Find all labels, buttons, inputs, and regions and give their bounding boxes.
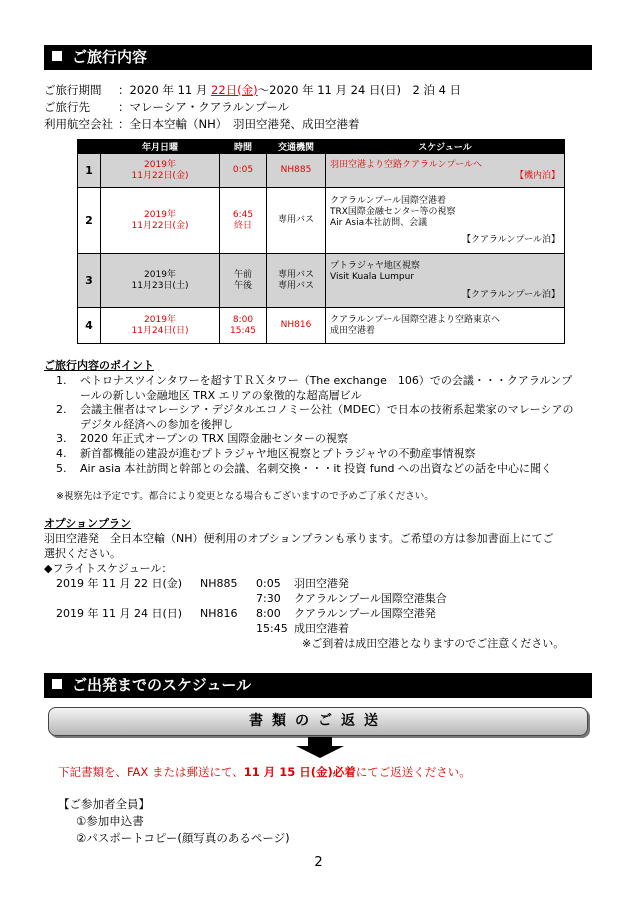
section-title: ご出発までのスケジュール	[72, 676, 252, 694]
points-title: ご旅行内容のポイント	[44, 359, 154, 372]
table-row: 2 2019年 11月22日(金) 6:45 終日 専用バス クアラルンプール国際空港着 TRX国際金融センター等の視察 Air Asia本社訪問、会議 【クアラルンプール泊】	[78, 188, 565, 254]
option-title: オプションプラン	[44, 517, 132, 530]
list-item: 3. 2020 年正式オープンの TRX 国際金融センターの視察	[56, 432, 348, 446]
flight-schedule: 2019 年 11 月 22 日(金) NH885 0:05 羽田空港発 7:30 クアラルンプール国際空港集合 2019 年 11 月 24 日(日) NH816 8:00 クアラルンプール国際空港発 15:45 成田空港着 ※ご到着は成田空港となりますのでご注意ください。	[56, 577, 565, 650]
table-row: 3 2019年 11月23日(土) 午前 午後 専用バス 専用バス プトラジャヤ地区視察 Visit Kuala Lumpur 【クアラルンプール泊】	[78, 254, 565, 308]
section-title: ご旅行内容	[72, 48, 148, 66]
schedule-note: ※視察先は予定です。都合により変更となる場合もございますので予めご了承ください。	[56, 491, 434, 502]
info-period: ご旅行期間 ：2020 年 11 月 22日(金)～2020 年 11 月 24 日(日) 2 泊 4 日	[44, 83, 462, 97]
square-bullet-icon	[52, 679, 62, 689]
arrow-down-icon	[294, 737, 346, 759]
points-list	[44, 374, 604, 476]
schedule-table	[77, 139, 565, 344]
table-row: 1 2019年 11月22日(金) 0:05 NH885 羽田空港より空路クアラルンプールへ 【機内泊】	[78, 154, 565, 188]
table-header-row: 年月日曜 時間 交通機関 スケジュール	[78, 140, 565, 154]
travel-info	[44, 82, 461, 133]
tour-points	[44, 359, 604, 476]
info-airline: 利用航空会社 ：全日本空輸（NH） 羽田空港発、成田空港着	[44, 117, 360, 131]
documents-return-banner: 書類のご返送	[48, 707, 588, 737]
square-bullet-icon	[52, 51, 62, 61]
option-plan: オプションプラン 羽田空港発 全日本空輸（NH）便利用のオプションプランも承ります。ご希望の方は参加書面上にてご 選択ください。 ◆フライトスケジュール： 2019 年 11 月 22 日(金) NH885 0:05 羽田空港発 7:30 クアラルンプール国際空港集合 2019 年 11 月 24 日(日) NH816 8:00 クアラルンプール国際空港発 15:45 成田空港着 ※ご到着は成田空港となりますのでご注意ください。	[44, 517, 599, 652]
info-destination: ご旅行先 ：マレーシア・クアラルンプール	[44, 100, 290, 114]
list-item: ①参加申込書	[76, 814, 144, 828]
list-item: 4. 新首都機能の建設が進むプトラジャヤ地区視察とプトラジャヤの不動産事情視察	[56, 446, 476, 460]
page-number: 2	[314, 855, 323, 870]
list-item: ②パスポートコピー(顔写真のあるページ)	[76, 831, 290, 845]
list-item: 1. ペトロナスツインタワーを超すＴＲＸタワー（The exchange 106）での会議・・・クアラルンプ ールの新しい金融地区 TRX エリアの象徴的な超高層ビル	[56, 374, 573, 402]
section-header-pre-departure	[44, 673, 592, 698]
flight-title: ◆フライトスケジュール：	[44, 562, 173, 575]
deadline-text: 下記書類を、FAX または郵送にて、11 月 15 日(金)必着にてご返送ください。	[58, 765, 471, 779]
list-item: 2. 会議主催者はマレーシア・デジタルエコノミー公社（MDEC）で日本の技術系起業家のマレーシアの デジタル経済への参加を後押し	[56, 403, 574, 431]
section-header-travel-content	[44, 45, 592, 70]
table-row: 4 2019年 11月24日(日) 8:00 15:45 NH816 クアラルンプール国際空港より空路東京へ 成田空港着	[78, 308, 565, 344]
required-documents: 【ご参加者全員】 ①参加申込書 ②パスポートコピー(顔写真のあるページ)	[58, 797, 290, 845]
list-item: 5. Air asia 本社訪問と幹部との会議、名刺交換・・・it 投資 fund への出資などの話を中心に聞く	[56, 461, 553, 475]
